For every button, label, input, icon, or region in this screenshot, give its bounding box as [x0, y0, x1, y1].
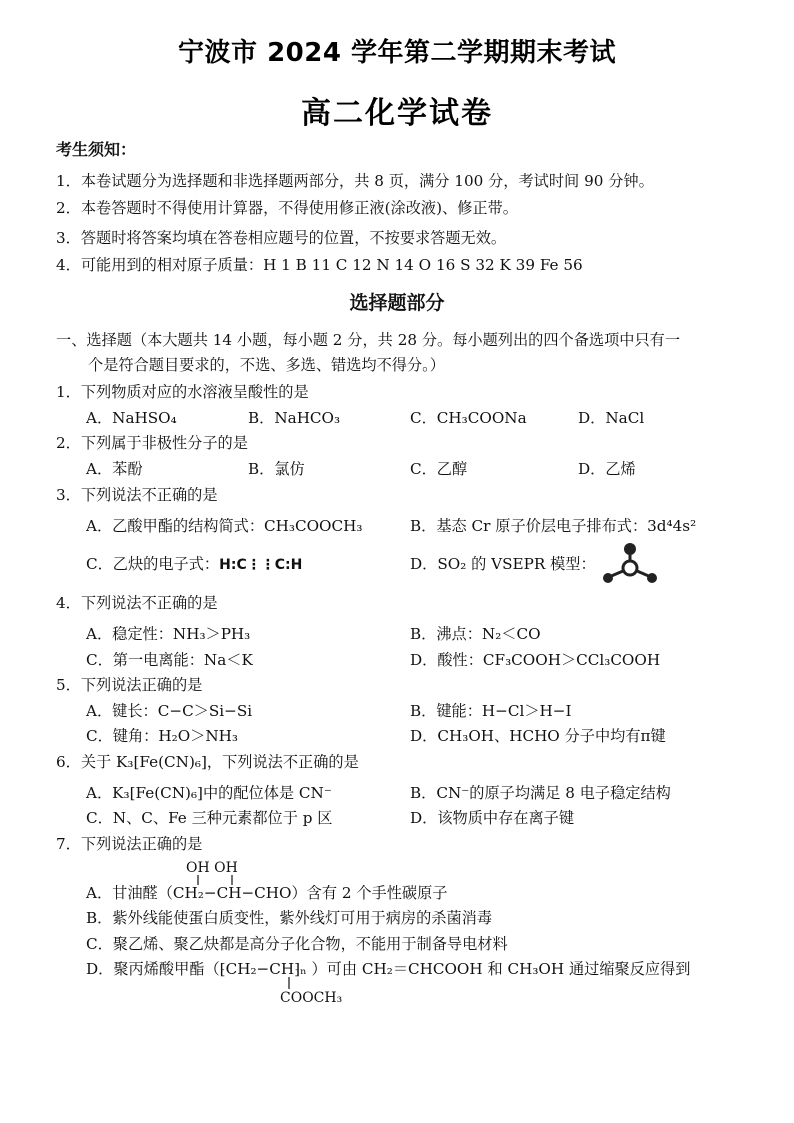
question-6-option-b: B．CN⁻的原子均满足 8 电子稳定结构	[410, 784, 671, 802]
question-6-option-a: A．K₃[Fe(CN)₆]中的配位体是 CN⁻	[86, 784, 332, 802]
question-3-option-c-label: C．乙炔的电子式：	[86, 555, 220, 573]
section-title: 选择题部分	[349, 292, 445, 314]
question-7-option-d: D．聚丙烯酸甲酯（⁅CH₂−CH⁆ₙ ）可由 CH₂＝CHCOOH 和 CH₃OH 通过缩聚反应得到	[86, 960, 691, 978]
question-4-option-b: B．沸点：N₂＜CO	[410, 625, 541, 643]
question-1-option-a: A．NaHSO₄	[86, 409, 177, 427]
question-2-option-c: C．乙醇	[410, 460, 468, 478]
section-instruction-2: 个是符合题目要求的，不选、多选、错选均不得分。）	[88, 356, 445, 374]
question-3-option-a: A．乙酸甲酯的结构简式：CH₃COOCH₃	[86, 517, 363, 535]
question-3-option-c	[86, 554, 302, 575]
notice-heading: 考生须知：	[56, 140, 137, 159]
question-4-option-c: C．第一电离能：Na＜K	[86, 651, 253, 669]
question-5-option-c: C．键角：H₂O＞NH₃	[86, 727, 238, 745]
question-5-option-b: B．键能：H−Cl＞H−I	[410, 702, 572, 720]
question-3-option-b: B．基态 Cr 原子价层电子排布式：3d⁴4s²	[410, 517, 697, 535]
question-4-option-d: D．酸性：CF₃COOH＞CCl₃COOH	[410, 651, 661, 669]
question-5-option-d: D．CH₃OH、HCHO 分子中均有π键	[410, 727, 666, 745]
question-7-stem: 7．下列说法正确的是	[56, 835, 203, 853]
question-2-stem: 2．下列属于非极性分子的是	[56, 434, 248, 452]
question-2-option-b: B．氯仿	[248, 460, 305, 478]
question-7-option-c: C．聚乙烯、聚乙炔都是高分子化合物，不能用于制备导电材料	[86, 935, 508, 953]
question-2-option-d: D．乙烯	[578, 460, 636, 478]
notice-item-4: 4．可能用到的相对原子质量：H 1 B 11 C 12 N 14 O 16 S 32 K 39 Fe 56	[56, 256, 583, 274]
question-6-option-c: C．N、C、Fe 三种元素都位于 p 区	[86, 809, 333, 827]
question-6-option-d: D．该物质中存在离子键	[410, 809, 575, 827]
notice-item-2: 2．本卷答题时不得使用计算器，不得使用修正液(涂改液)、修正带。	[56, 199, 518, 217]
question-3-stem: 3．下列说法不正确的是	[56, 486, 218, 504]
polymer-side-group: COOCH₃	[280, 990, 343, 1006]
question-5-option-a: A．键长：C−C＞Si−Si	[86, 702, 253, 720]
exam-title: 宁波市 2024 学年第二学期期末考试	[178, 38, 616, 68]
question-4-option-a: A．稳定性：NH₃＞PH₃	[86, 625, 251, 643]
question-3-option-d: D．SO₂ 的 VSEPR 模型：	[410, 555, 596, 573]
so2-vsepr-model-icon	[600, 538, 660, 586]
acetylene-electron-formula: H:C⋮⋮C:H	[219, 557, 303, 573]
question-1-option-b: B．NaHCO₃	[248, 409, 341, 427]
notice-item-1: 1．本卷试题分为选择题和非选择题两部分，共 8 页，满分 100 分，考试时间 90 分钟。	[56, 172, 654, 190]
exam-subtitle: 高二化学试卷	[301, 96, 493, 131]
question-4-stem: 4．下列说法不正确的是	[56, 594, 218, 612]
question-7-option-b: B．紫外线能使蛋白质变性，紫外线灯可用于病房的杀菌消毒	[86, 909, 493, 927]
question-5-stem: 5．下列说法正确的是	[56, 676, 203, 694]
question-7-option-a: A．甘油醛（CH₂−CH−CHO）含有 2 个手性碳原子	[86, 884, 448, 902]
question-1-option-d: D．NaCl	[578, 409, 645, 427]
question-6-stem: 6．关于 K₃[Fe(CN)₆]，下列说法不正确的是	[56, 753, 359, 771]
question-1-stem: 1．下列物质对应的水溶液呈酸性的是	[56, 383, 309, 401]
notice-item-3: 3．答题时将答案均填在答卷相应题号的位置，不按要求答题无效。	[56, 229, 507, 247]
question-2-option-a: A．苯酚	[86, 460, 143, 478]
glyceraldehyde-oh-groups: OH OH	[186, 860, 238, 876]
question-1-option-c: C．CH₃COONa	[410, 409, 527, 427]
section-instruction-1: 一、选择题（本大题共 14 小题，每小题 2 分，共 28 分。每小题列出的四个备选项中只有一	[56, 331, 681, 349]
